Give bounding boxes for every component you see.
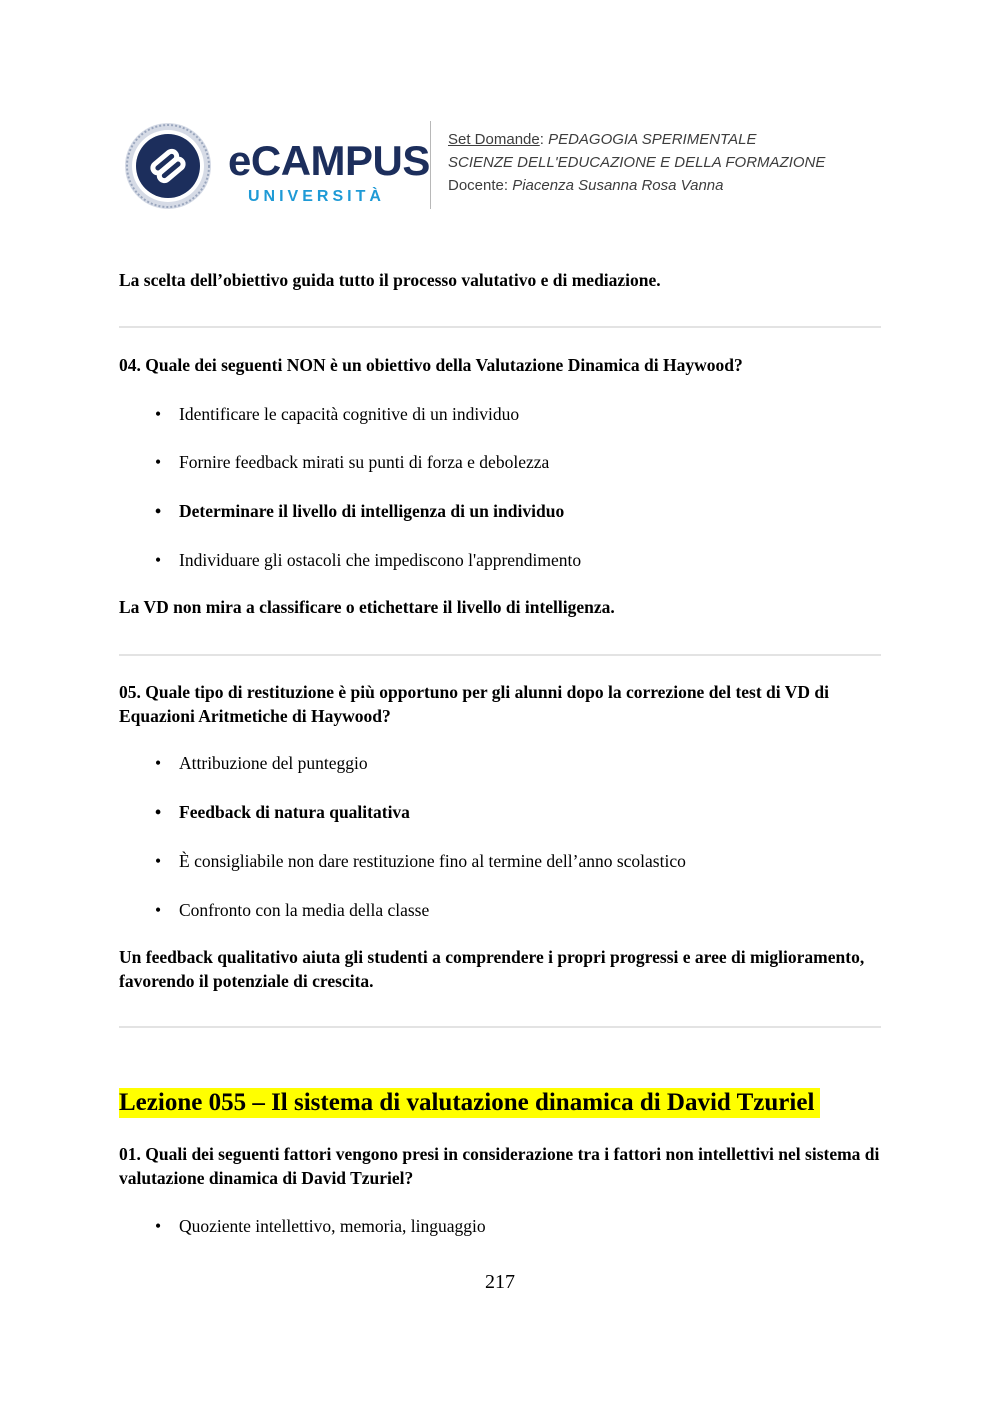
bullet: • bbox=[155, 753, 162, 773]
bullet: • bbox=[155, 452, 162, 472]
set-line bbox=[448, 128, 825, 151]
answer-explanation: La scelta dell’obiettivo guida tutto il processo valutativo e di mediazione. bbox=[119, 270, 661, 290]
option-item-correct bbox=[155, 800, 410, 824]
bullet: • bbox=[155, 802, 162, 822]
option-text: Fornire feedback mirati su punti di forza e debolezza bbox=[179, 452, 550, 472]
lesson-heading: Lezione 055 – Il sistema di valutazione dinamica di David Tzuriel bbox=[119, 1088, 820, 1118]
option-text: È consigliabile non dare restituzione fino al termine dell’anno scolastico bbox=[179, 851, 686, 871]
set-sep: : bbox=[539, 131, 549, 148]
section-divider bbox=[119, 654, 881, 656]
option-item bbox=[155, 1214, 486, 1238]
answer-explanation: La VD non mira a classificare o etichettare il livello di intelligenza. bbox=[119, 597, 615, 617]
document-header bbox=[124, 118, 884, 218]
option-text: Individuare gli ostacoli che impediscono l'apprendimento bbox=[179, 550, 582, 570]
option-text: Feedback di natura qualitativa bbox=[179, 802, 410, 822]
docente-value: Piacenza Susanna Rosa Vanna bbox=[512, 177, 724, 194]
set-label: Set Domande bbox=[448, 131, 540, 148]
option-item bbox=[155, 898, 429, 922]
option-text: Confronto con la media della classe bbox=[179, 900, 430, 920]
option-item-correct bbox=[155, 499, 564, 523]
bullet: • bbox=[155, 404, 162, 424]
brand-name bbox=[228, 139, 430, 183]
option-text: Quoziente intellettivo, memoria, linguaggio bbox=[179, 1216, 486, 1236]
question-05: 05. Quale tipo di restituzione è più opportuno per gli alunni dopo la correzione del test di VD di Equazioni Aritmetiche di Haywood? bbox=[119, 682, 829, 726]
option-item bbox=[155, 849, 686, 873]
section-divider bbox=[119, 326, 881, 328]
option-item bbox=[155, 402, 519, 426]
university-seal-logo bbox=[124, 122, 212, 210]
header-divider bbox=[430, 121, 431, 209]
option-item bbox=[155, 450, 549, 474]
option-text: Determinare il livello di intelligenza di un individuo bbox=[179, 501, 565, 521]
docente-line bbox=[448, 174, 825, 197]
question-04: 04. Quale dei seguenti NON è un obiettivo della Valutazione Dinamica di Haywood? bbox=[119, 355, 743, 375]
bullet: • bbox=[155, 501, 162, 521]
option-item bbox=[155, 751, 368, 775]
docente-label: Docente: bbox=[448, 177, 513, 194]
question-01: 01. Quali dei seguenti fattori vengono presi in considerazione tra i fattori non intellettivi nel sistema di valutazione dinamica di David Tzuriel? bbox=[119, 1144, 880, 1188]
bullet: • bbox=[155, 851, 162, 871]
set-value: PEDAGOGIA SPERIMENTALE bbox=[548, 131, 757, 148]
bullet: • bbox=[155, 1216, 162, 1236]
answer-explanation: Un feedback qualitativo aiuta gli studenti a comprendere i propri progressi e aree di miglioramento, favorendo il potenziale di crescita. bbox=[119, 947, 865, 991]
course-line: SCIENZE DELL'EDUCAZIONE E DELLA FORMAZIONE bbox=[448, 154, 826, 171]
brand-e-glyph: e bbox=[228, 137, 251, 184]
option-text: Identificare le capacità cognitive di un individuo bbox=[179, 404, 520, 424]
option-text: Attribuzione del punteggio bbox=[179, 753, 368, 773]
brand-name-text: CAMPUS bbox=[250, 137, 430, 184]
brand-subtitle: UNIVERSITÀ bbox=[248, 188, 385, 205]
course-info bbox=[448, 128, 825, 197]
bullet: • bbox=[155, 550, 162, 570]
section-divider bbox=[119, 1026, 881, 1028]
option-item bbox=[155, 548, 581, 572]
bullet: • bbox=[155, 900, 162, 920]
page-number: 217 bbox=[485, 1271, 515, 1293]
